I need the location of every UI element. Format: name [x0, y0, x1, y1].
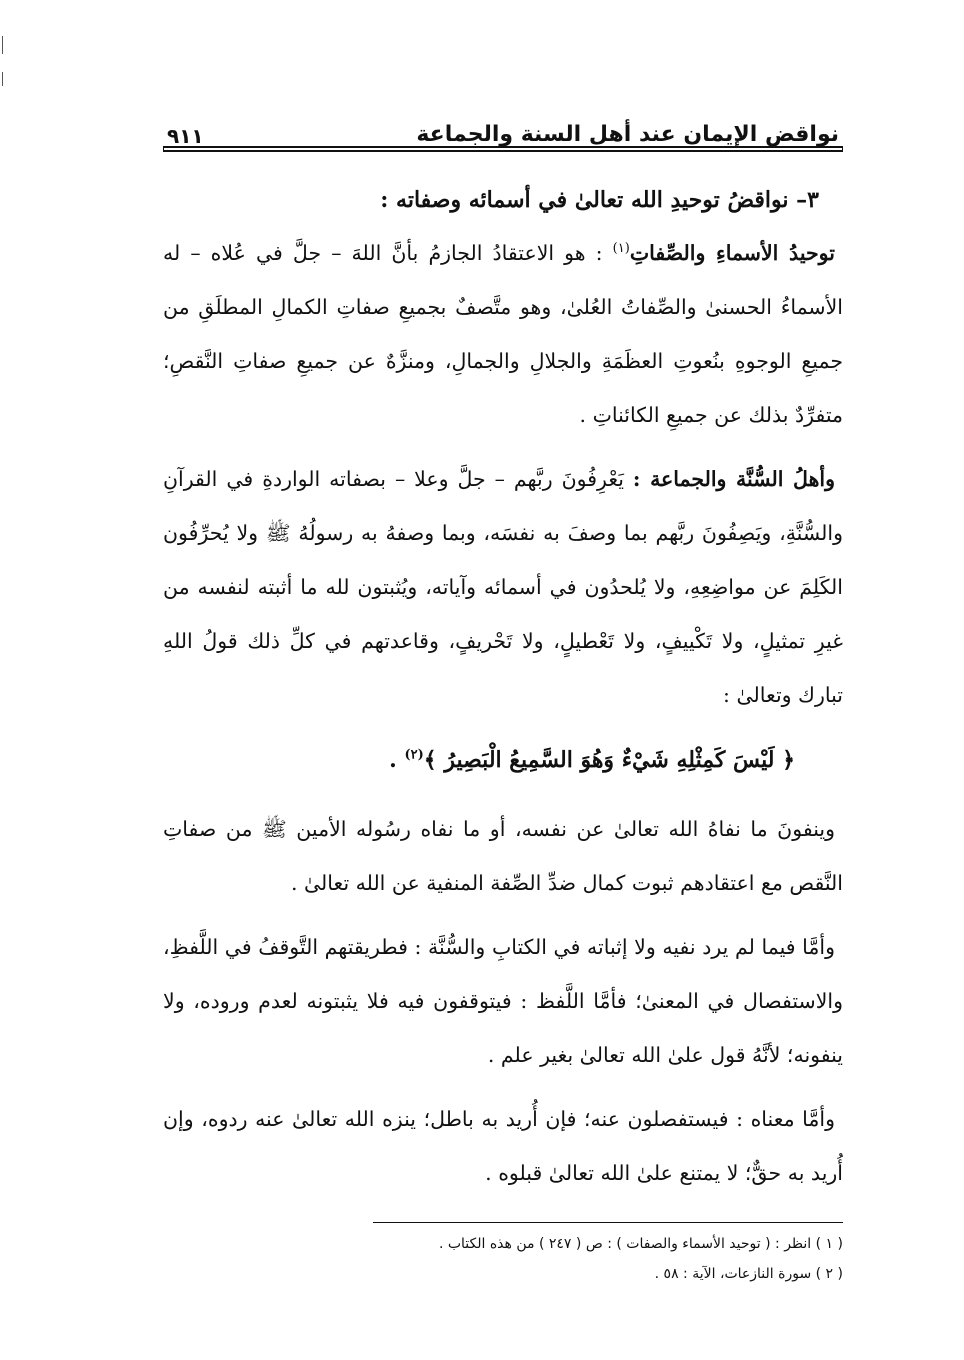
paragraph-definition	[163, 226, 843, 442]
paragraph-meaning: وأمَّا معناه : فيستفصلون عنه؛ فإن أُريد به باطل؛ ينزه الله تعالىٰ عنه ردوه، وإن أُريد به حقٌّ؛ لا يمتنع علىٰ الله تعالىٰ قبلوه .	[163, 1107, 843, 1185]
quran-verse	[163, 732, 843, 788]
section-heading: ٣– نواقضُ توحيدِ الله تعالىٰ في أسمائه وصفاته :	[380, 187, 819, 213]
paragraph-text: يَعْرِفُونَ ربَّهم – جلَّ وعلا – بصفاته الواردةِ في القرآنِ والسُّنَّةِ، ويَصِفُونَ ربَّهم بما وصفَ به نفسَه، وبما وصفهُ به رسولُهُ ﷺ ولا يُحرِّفُون الكَلِمَ عن مواضِعِهِ، ولا يُلحدُون في أسمائه وآياته، ويُثبتون لله ما أثبته لنفسه من غيرِ تمثيلٍ، ولا تَكْييفٍ، ولا تَعْطيلٍ، ولا تَحْريفٍ، وقاعدتهم في كلِّ ذلك قولُ اللهِ تبارك وتعالىٰ :	[163, 467, 843, 707]
running-header	[163, 112, 843, 148]
term-lead: توحيدُ الأسماءِ والصِّفاتِ	[629, 241, 835, 265]
paragraph-text: : هو الاعتقادُ الجازمُ بأنَّ اللهَ – جلَّ في عُلاه – له الأسماءُ الحسنىٰ والصِّفاتُ العُلىٰ، وهو متَّصفٌ بجميعِ صفاتِ الكمالِ المطلَقِ من جميعِ الوجوهِ بنُعوتِ العظَمَةِ والجلالِ والجمالِ، ومنزَّهٌ عن جميعِ صفاتِ النَّقصِ؛ متفرِّدٌ بذلك عن جميعِ الكائناتِ .	[163, 241, 843, 427]
book-title: نواقض الإيمان عند أهل السنة والجماعة	[416, 122, 839, 147]
verse-end: .	[389, 747, 405, 773]
paragraph-ahl-sunnah	[163, 452, 843, 722]
paragraph-negation: وينفونَ ما نفاهُ الله تعالىٰ عن نفسه، أو ما نفاه رسُوله الأمين ﷺ من صفاتِ النَّقص مع اعتقادهم ثبوت كمال ضدِّ الصِّفة المنفية عن الله تعالىٰ .	[163, 817, 843, 895]
scan-edge-mark	[2, 72, 3, 86]
footnotes	[373, 1222, 843, 1289]
scan-edge-mark	[2, 36, 3, 54]
footnote-1: ( ١ ) انظر : ( توحيد الأسماء والصفات ) : ص ( ٢٤٧ ) من هذه الكتاب .	[438, 1236, 843, 1252]
page-number: ٩١١	[167, 124, 204, 148]
footnote-ref-2[interactable]: (٢)	[404, 747, 424, 763]
term-lead: وأهلُ السُّنَّة والجماعة :	[632, 467, 835, 491]
footnote-ref-1[interactable]: (١)	[612, 241, 630, 257]
paragraph-unmentioned: وأمَّا فيما لم يرد نفيه ولا إثباته في الكتابِ والسُّنَّة : فطريقتهم التَّوقفُ في اللَّفظِ، والاستفصال في المعنىٰ؛ فأمَّا اللَّفظ : فيتوقفون فيه فلا يثبتونه لعدم وروده، ولا ينفونه؛ لأنَّهُ قول علىٰ الله تعالىٰ بغير علم .	[163, 935, 843, 1067]
footnote-2: ( ٢ ) سورة النازعات، الآية : ٥٨ .	[654, 1266, 843, 1282]
book-page	[163, 112, 843, 1289]
verse-text: ﴿ لَيْسَ كَمِثْلِهِ شَيْءٌ وَهُوَ السَّمِيعُ الْبَصِيرُ ﴾	[423, 747, 795, 773]
page-body	[163, 174, 843, 1200]
